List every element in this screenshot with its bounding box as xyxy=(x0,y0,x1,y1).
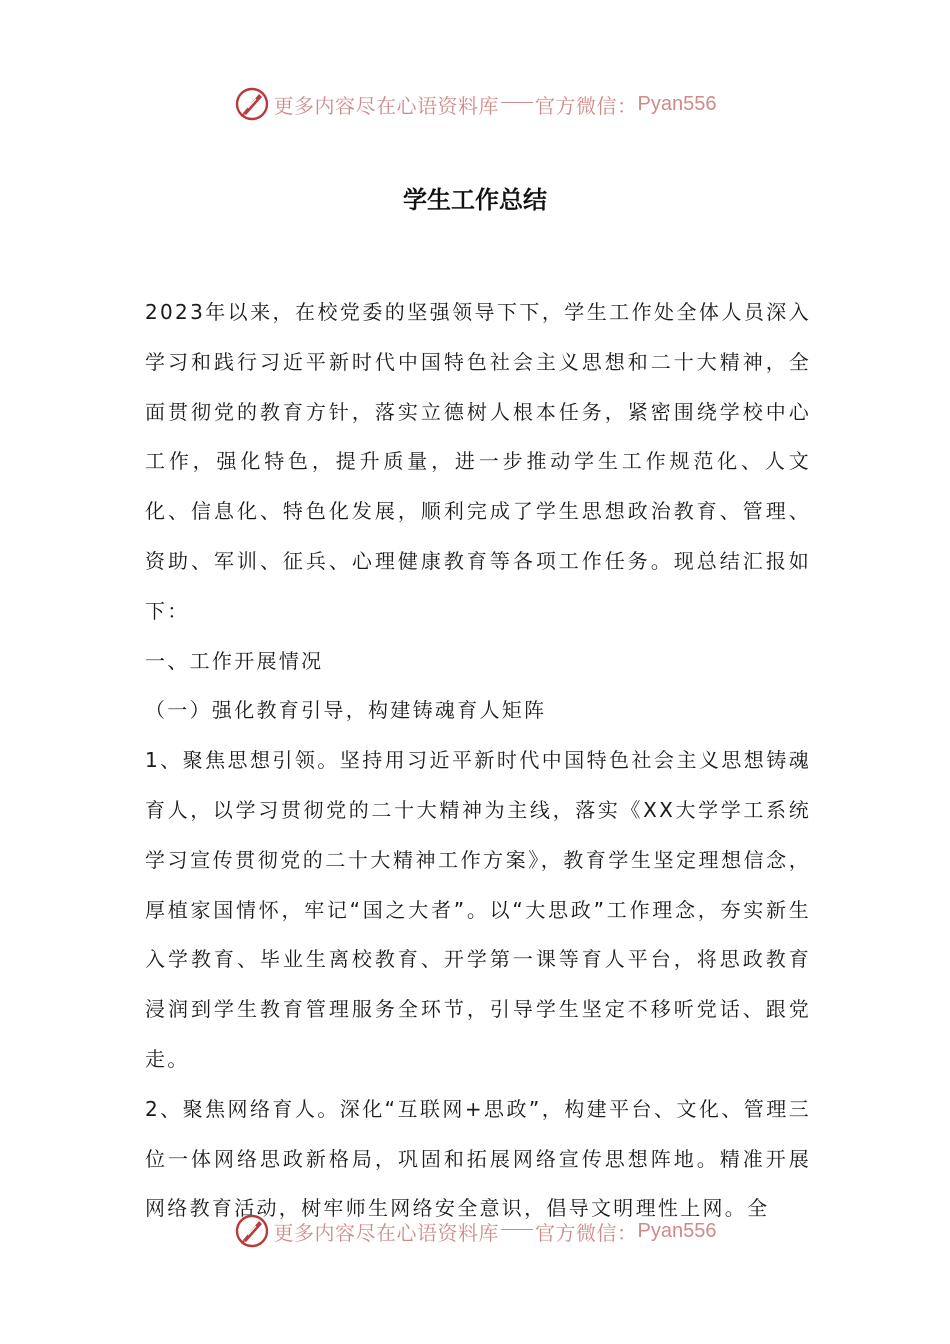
intro-paragraph: 2023年以来，在校党委的坚强领导下下，学生工作处全体人员深入学习和践行习近平新时代中国特色社会主义思想和二十大精神，全面贯彻党的教育方针，落实立德树人根本任务，紧密围绕学校中心工作，强化特色，提升质量，进一步推动学生工作规范化、人文化、信息化、特色化发展，顺利完成了学生思想政治教育、管理、资助、军训、征兵、心理健康教育等各项工作任务。现总结汇报如下： xyxy=(145,300,811,623)
quill-logo-icon xyxy=(234,1213,270,1249)
watermark-contact-handle: Pyan556 xyxy=(637,1219,717,1242)
watermark-header xyxy=(0,84,950,124)
item-paragraph-2: 2、聚焦网络育人。深化“互联网+思政”，构建平台、文化、管理三位一体网络思政新格局，巩固和拓展网络宣传思想阵地。精准开展网络教育活动，树牢师生网络安全意识，倡导文明理性上网。全 xyxy=(145,1096,811,1221)
document-body xyxy=(145,288,811,1234)
watermark-dash xyxy=(501,102,533,103)
item-paragraph-1: 1、聚焦思想引领。坚持用习近平新时代中国特色社会主义思想铸魂育人，以学习贯彻党的二十大精神为主线，落实《XX大学学工系统学习宣传贯彻党的二十大精神工作方案》，教育学生坚定理想信念，厚植家国情怀，牢记“国之大者”。以“大思政”工作理念，夯实新生入学教育、毕业生离校教育、开学第一课等育人平台，将思政教育浸润到学生教育管理服务全环节，引导学生坚定不移听党话、跟党走。 xyxy=(145,748,811,1071)
watermark-footer xyxy=(0,1211,950,1251)
section-heading: 一、工作开展情况 xyxy=(145,648,324,673)
quill-logo-icon xyxy=(234,86,270,122)
watermark-site-text: 更多内容尽在心语资料库 xyxy=(273,1220,500,1245)
watermark-dash xyxy=(501,1229,533,1230)
watermark-contact-label: 官方微信： xyxy=(535,93,638,118)
document-title: 学生工作总结 xyxy=(403,186,547,214)
watermark-contact-handle: Pyan556 xyxy=(637,92,717,115)
watermark-site-text: 更多内容尽在心语资料库 xyxy=(273,93,500,118)
subsection-heading: （一）强化教育引导，构建铸魂育人矩阵 xyxy=(145,698,547,723)
watermark-contact-label: 官方微信： xyxy=(535,1220,638,1245)
